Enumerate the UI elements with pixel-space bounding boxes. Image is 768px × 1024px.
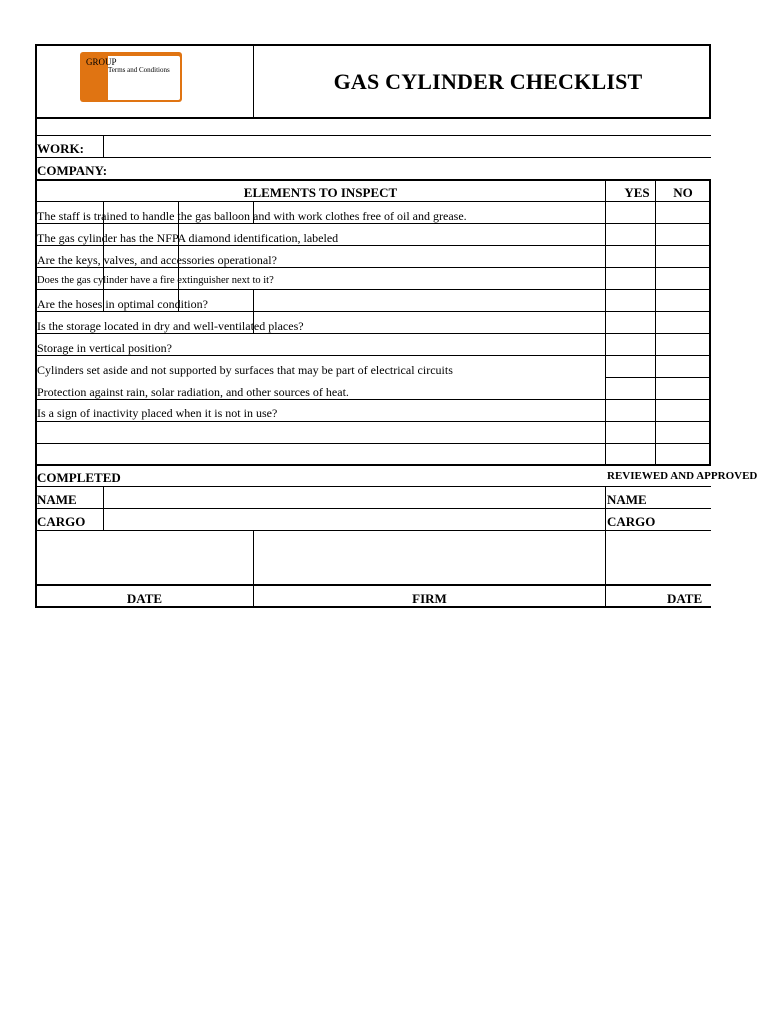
date-signature-area-left[interactable]	[37, 532, 252, 583]
company-field[interactable]	[115, 158, 710, 179]
name-field-right[interactable]	[655, 487, 710, 508]
elements-header: ELEMENTS TO INSPECT	[243, 185, 398, 200]
yes-checkbox-cell[interactable]	[606, 290, 655, 311]
yes-checkbox-cell[interactable]	[606, 202, 655, 223]
inspection-item: Protection against rain, solar radiation, and other sources of heat.	[37, 385, 349, 399]
no-checkbox-cell[interactable]	[656, 268, 709, 289]
date-label-left: DATE	[126, 591, 163, 606]
cargo-label-left: CARGO	[37, 514, 86, 529]
no-checkbox-cell[interactable]	[656, 290, 709, 311]
yes-checkbox-cell[interactable]	[606, 312, 655, 333]
inspection-item: The gas cylinder has the NFPA diamond identification, labeled	[37, 231, 339, 245]
yes-checkbox-cell[interactable]	[606, 334, 655, 355]
frame-top-border	[35, 44, 711, 46]
cargo-field-right[interactable]	[660, 509, 710, 530]
signature-line	[35, 584, 711, 586]
inspection-item: The staff is trained to handle the gas balloon and with work clothes free of oil and grease.	[37, 209, 467, 223]
firm-signature-area[interactable]	[255, 532, 604, 583]
signoff-right-divider	[605, 486, 606, 608]
yes-checkbox-cell[interactable]	[606, 356, 655, 399]
inspection-item: Is the storage located in dry and well-ventilated places?	[37, 319, 304, 333]
cargo-field-left[interactable]	[104, 509, 604, 530]
name-label-right: NAME	[607, 492, 647, 507]
logo-inner-panel	[108, 56, 180, 100]
no-checkbox-cell[interactable]	[656, 356, 709, 399]
no-checkbox-cell[interactable]	[656, 312, 709, 333]
firm-label: FIRM	[412, 591, 447, 606]
date-signature-area-right[interactable]	[607, 532, 710, 583]
yes-checkbox-cell[interactable]	[606, 224, 655, 245]
logo-text: GROUP	[86, 57, 117, 67]
name-label-left: NAME	[37, 492, 77, 507]
inspection-item: Cylinders set aside and not supported by surfaces that may be part of electrical circuits	[37, 363, 453, 377]
table-right-border	[709, 179, 711, 465]
completed-label: COMPLETED	[37, 470, 121, 485]
no-checkbox-cell[interactable]	[656, 202, 709, 223]
reviewed-approved-label: REVIEWED AND APPROVED	[607, 470, 758, 482]
yes-header: YES	[624, 185, 650, 200]
yes-checkbox-cell[interactable]	[606, 246, 655, 267]
inspection-item: Does the gas cylinder have a fire extinguisher next to it?	[37, 275, 274, 286]
name-field-left[interactable]	[104, 487, 604, 508]
no-header: NO	[673, 185, 693, 200]
header-bottom-border	[35, 117, 711, 119]
work-label: WORK:	[37, 141, 84, 156]
logo-subtext: Terms and Conditions	[108, 66, 170, 74]
company-label: COMPANY:	[37, 163, 108, 178]
table-top-border	[35, 179, 711, 181]
no-checkbox-cell[interactable]	[656, 224, 709, 245]
date-label-right: DATE	[667, 591, 703, 606]
inspection-item: Are the hoses in optimal condition?	[37, 297, 208, 311]
inspection-item: Are the keys, valves, and accessories operational?	[37, 253, 277, 267]
yes-checkbox-cell[interactable]	[606, 268, 655, 289]
signoff-row-border	[35, 530, 711, 531]
row-border	[35, 421, 711, 422]
no-checkbox-cell[interactable]	[656, 334, 709, 355]
table-bottom-border	[35, 464, 711, 466]
cargo-label-right: CARGO	[607, 514, 656, 529]
row-border	[35, 443, 711, 444]
yes-checkbox-cell[interactable]	[606, 400, 655, 421]
work-field[interactable]	[104, 136, 710, 157]
inspection-item: Storage in vertical position?	[37, 341, 172, 355]
no-checkbox-cell[interactable]	[656, 246, 709, 267]
page-title: GAS CYLINDER CHECKLIST	[333, 69, 643, 94]
form-bottom-border	[35, 606, 711, 608]
no-checkbox-cell[interactable]	[656, 400, 709, 421]
inspection-item: Is a sign of inactivity placed when it is not in use?	[37, 406, 278, 420]
company-logo	[80, 52, 182, 102]
